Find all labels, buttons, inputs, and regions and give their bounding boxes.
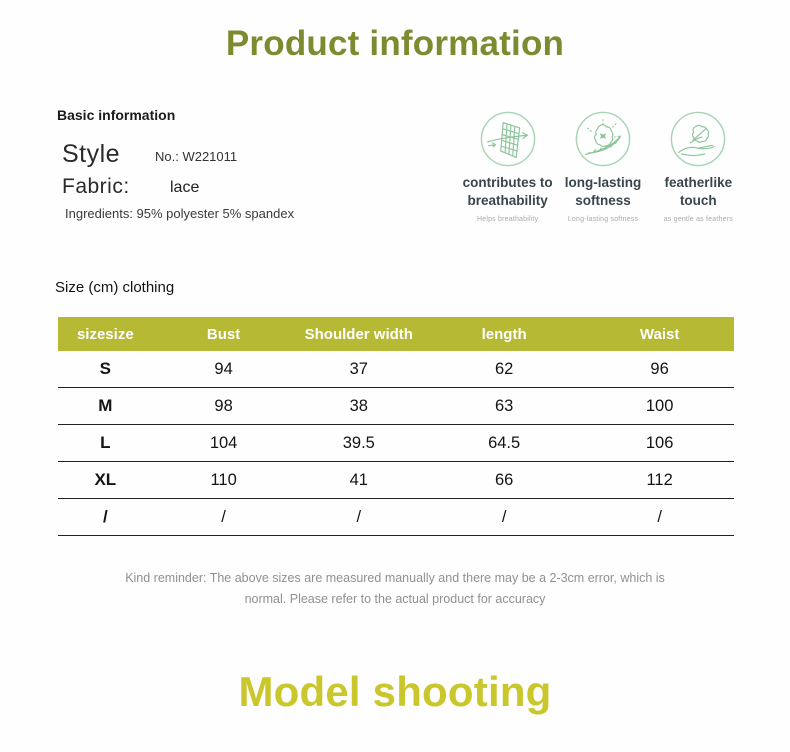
table-cell: 39.5: [342, 433, 375, 452]
table-cell: XL: [94, 470, 117, 489]
style-label: Style: [62, 140, 121, 168]
table-cell: 62: [494, 359, 514, 378]
model-shooting-title: Model shooting: [238, 668, 552, 715]
feature-label-line1: featherlike: [664, 175, 733, 190]
feature-feather-touch: [651, 110, 746, 223]
kind-reminder-line2: normal. Please refer to the actual product for accuracy: [244, 592, 546, 606]
page-title: Product information: [225, 24, 565, 63]
fabric-value: lace: [170, 179, 200, 196]
ingredients-text: Ingredients: 95% polyester 5% spandex: [65, 206, 295, 221]
table-cell: S: [99, 359, 111, 378]
table-cell: 100: [645, 396, 674, 415]
feature-label-line1: contributes to: [462, 175, 553, 190]
table-header-cell: Waist: [639, 325, 680, 343]
table-row: [58, 462, 734, 499]
softness-icon: [574, 110, 632, 168]
table-row: [58, 351, 734, 388]
table-cell: 63: [494, 396, 514, 415]
feather-touch-icon: [669, 110, 727, 168]
table-header-row: [58, 317, 734, 351]
table-header-cell: sizesize: [76, 325, 134, 343]
table-header-cell: Shoulder width: [304, 325, 413, 343]
table-row: [58, 499, 734, 536]
breathability-icon: [479, 110, 537, 168]
feature-subtext: as gentle as feathers: [663, 216, 733, 224]
table-cell: 37: [349, 359, 368, 378]
feature-label: [651, 174, 746, 210]
table-header-cell: length: [481, 325, 527, 343]
feature-breathability: [460, 110, 555, 223]
table-cell: M: [98, 396, 113, 415]
table-cell: /: [501, 507, 507, 526]
table-cell: 94: [214, 359, 233, 378]
feature-label: [555, 174, 650, 210]
kind-reminder-line1: Kind reminder: The above sizes are measured manually and there may be a 2-3cm error, which is: [125, 571, 665, 585]
table-cell: 41: [349, 470, 368, 489]
feature-label-line2: softness: [575, 193, 631, 209]
basic-information-heading: Basic information: [57, 107, 176, 123]
table-cell: 104: [209, 433, 238, 452]
feature-badges: [460, 110, 746, 223]
feature-subtext: Long-lasting softness: [567, 216, 639, 224]
table-cell: 38: [349, 396, 368, 415]
table-row: [58, 425, 734, 462]
table-cell: /: [657, 507, 662, 526]
size-section-heading: Size (cm) clothing: [55, 279, 175, 296]
table-cell: 66: [494, 470, 514, 489]
feature-label-line1: long-lasting: [564, 175, 642, 190]
fabric-label: Fabric:: [62, 175, 130, 198]
table-cell: /: [356, 507, 362, 526]
table-cell: 106: [645, 433, 674, 452]
style-number: No.: W221011: [155, 149, 238, 164]
feature-label-line2: breathability: [467, 193, 548, 209]
table-cell: L: [100, 433, 111, 452]
table-cell: 98: [214, 396, 233, 415]
table-cell: /: [221, 507, 226, 526]
table-cell: /: [102, 507, 108, 526]
table-cell: 96: [650, 359, 669, 378]
feature-subtext: Helps breathability: [476, 216, 539, 224]
table-header-cell: Bust: [206, 325, 241, 343]
size-table: [58, 317, 734, 536]
kind-reminder: [0, 568, 790, 610]
feature-label: [460, 174, 555, 210]
feature-softness: [555, 110, 650, 223]
table-cell: 112: [646, 470, 673, 489]
table-cell: 110: [210, 470, 237, 489]
table-cell: 64.5: [488, 433, 521, 452]
feature-label-line2: touch: [679, 193, 717, 209]
table-row: [58, 388, 734, 425]
